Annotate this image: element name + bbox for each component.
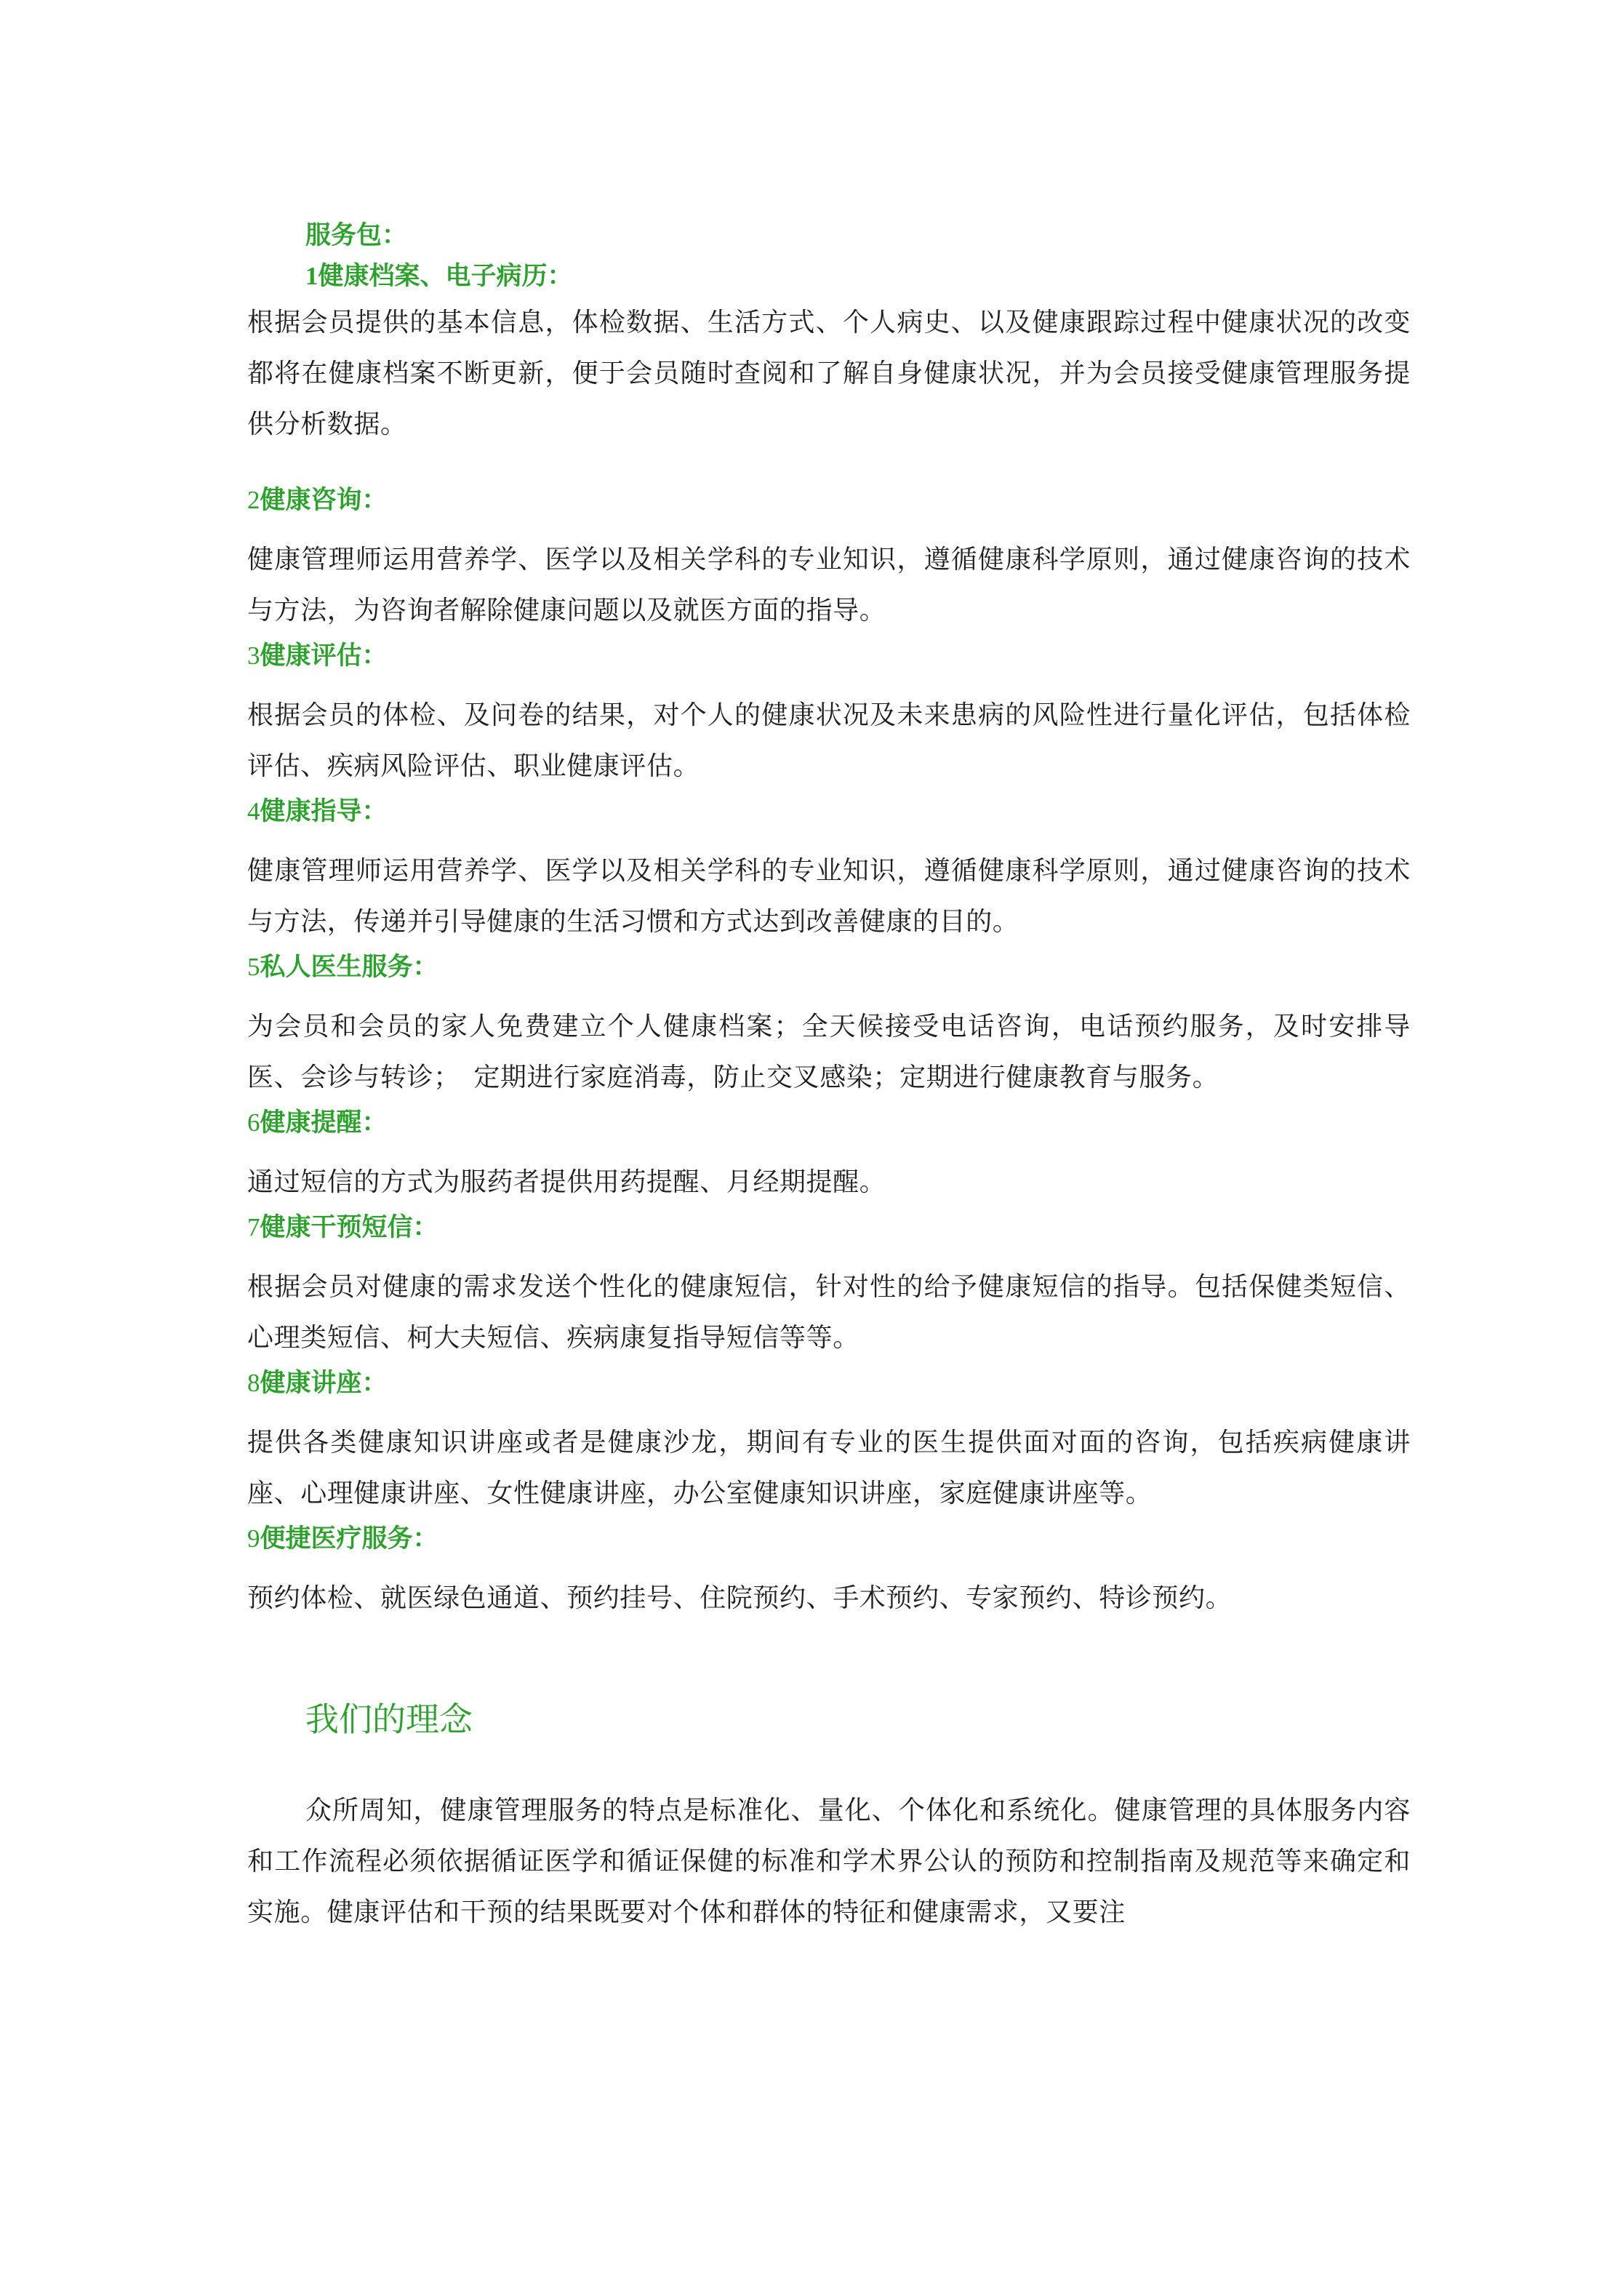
item-2-number: 2 (247, 486, 260, 514)
service-package-title: 服务包： (305, 221, 408, 249)
item-8-text: 提供各类健康知识讲座或者是健康沙龙，期间有专业的医生提供面对面的咨询，包括疾病健康讲座、心理健康讲座、女性健康讲座，办公室健康知识讲座，家庭健康讲座等。 (247, 1428, 1411, 1508)
philosophy-title: 我们的理念 (305, 1700, 473, 1738)
item-5-title: 私人医生服务： (260, 953, 438, 981)
item-4-number: 4 (247, 797, 260, 825)
item-5-number: 5 (247, 953, 260, 981)
item-1-text: 根据会员提供的基本信息，体检数据、生活方式、个人病史、以及健康跟踪过程中健康状况的改变都将在健康档案不断更新，便于会员随时查阅和了解自身健康状况，并为会员接受健康管理服务提供分析数据。 (247, 308, 1411, 439)
item-3-number: 3 (247, 641, 260, 670)
item-9-number: 9 (247, 1524, 260, 1553)
item-7-title: 健康干预短信： (260, 1213, 438, 1241)
item-6-number: 6 (247, 1108, 260, 1137)
item-3-title: 健康评估： (260, 641, 388, 670)
item-6-heading (247, 1103, 1411, 1143)
item-4-heading (247, 791, 1411, 832)
item-9-text: 预约体检、就医绿色通道、预约挂号、住院预约、手术预约、专家预约、特诊预约。 (247, 1583, 1233, 1612)
item-1-heading: 1健康档案、电子病历： (305, 262, 573, 290)
item-3-text: 根据会员的体检、及问卷的结果，对个人的健康状况及未来患病的风险性进行量化评估，包括体检评估、疾病风险评估、职业健康评估。 (247, 700, 1411, 780)
item-9-heading (247, 1519, 1411, 1559)
item-7-number: 7 (247, 1213, 260, 1241)
item-2-title: 健康咨询： (260, 486, 388, 514)
item-8-title: 健康讲座： (260, 1369, 388, 1397)
item-6-text: 通过短信的方式为服药者提供用药提醒、月经期提醒。 (247, 1167, 886, 1196)
item-9-title: 便捷医疗服务： (260, 1524, 438, 1553)
item-8-heading (247, 1363, 1411, 1404)
item-4-text: 健康管理师运用营养学、医学以及相关学科的专业知识，遵循健康科学原则，通过健康咨询的技术与方法，传递并引导健康的生活习惯和方式达到改善健康的目的。 (247, 856, 1411, 936)
item-7-text: 根据会员对健康的需求发送个性化的健康短信，针对性的给予健康短信的指导。包括保健类短信、心理类短信、柯大夫短信、疾病康复指导短信等等。 (247, 1272, 1411, 1352)
item-7-heading (247, 1207, 1411, 1248)
document-content (247, 215, 1411, 1937)
item-2-text: 健康管理师运用营养学、医学以及相关学科的专业知识，遵循健康科学原则，通过健康咨询的技术与方法，为咨询者解除健康问题以及就医方面的指导。 (247, 545, 1411, 625)
philosophy-text: 众所周知，健康管理服务的特点是标准化、量化、个体化和系统化。健康管理的具体服务内容和工作流程必须依据循证医学和循证保健的标准和学术界公认的预防和控制指南及规范等来确定和实施。健康评估和干预的结果既要对个体和群体的特征和健康需求，又要注 (247, 1796, 1411, 1927)
item-2-heading (247, 480, 1411, 521)
item-5-text: 为会员和会员的家人免费建立个人健康档案；全天候接受电话咨询，电话预约服务，及时安排导医、会诊与转诊； 定期进行家庭消毒，防止交叉感染；定期进行健康教育与服务。 (247, 1012, 1411, 1092)
item-5-heading (247, 947, 1411, 988)
item-3-heading (247, 636, 1411, 676)
item-6-title: 健康提醒： (260, 1108, 388, 1137)
item-4-title: 健康指导： (260, 797, 388, 825)
item-8-number: 8 (247, 1369, 260, 1397)
